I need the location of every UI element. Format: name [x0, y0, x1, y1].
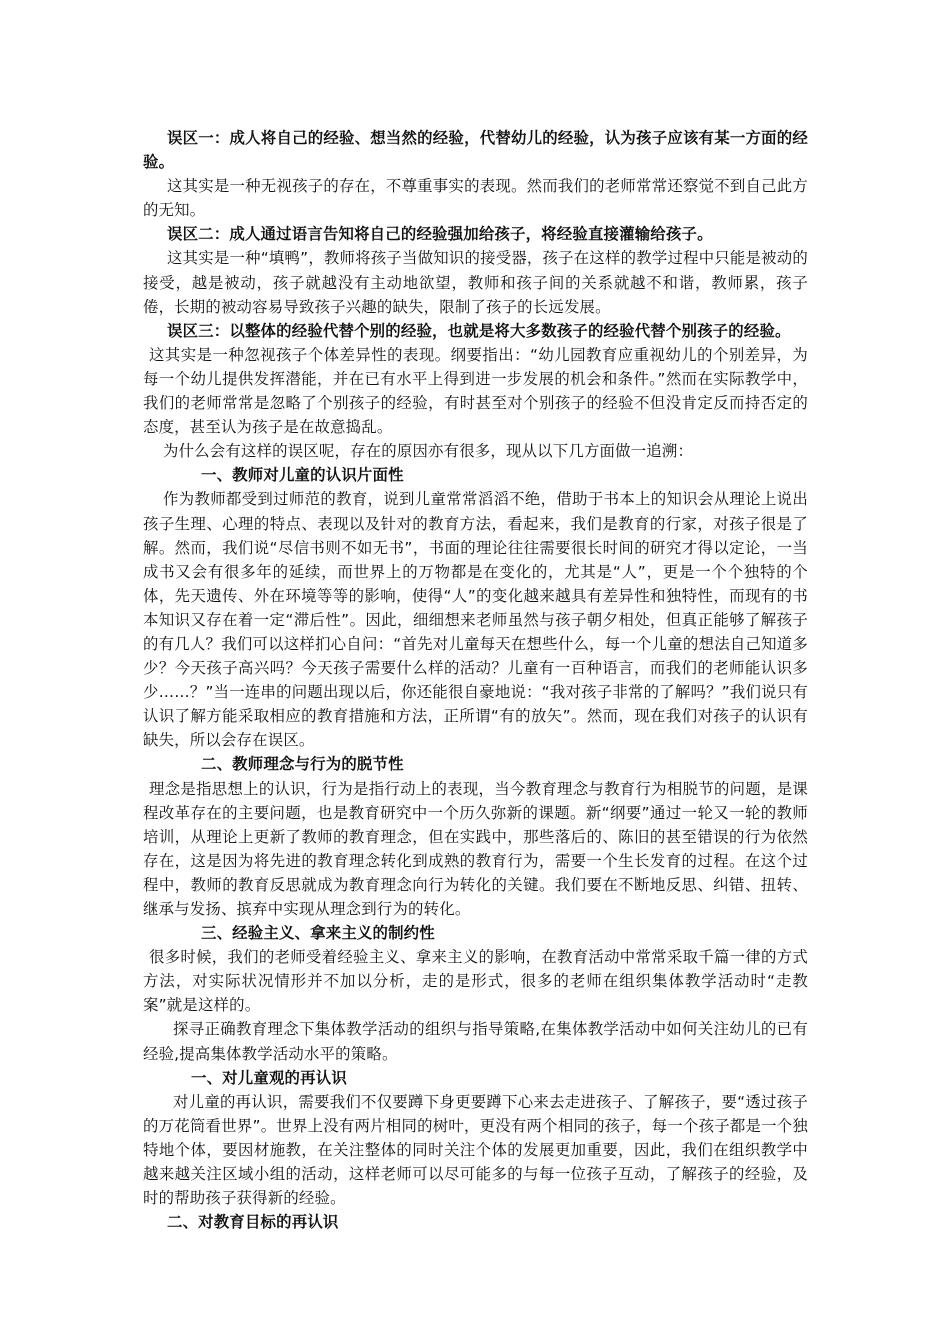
strategy-1-text: 对儿童的再认识，需要我们不仅要蹲下身更要蹲下心来去走进孩子、了解孩子，要“透过孩子的万花筒看世界”。世界上没有两片相同的树叶，更没有两个相同的孩子，每一个孩子都是一个独特地个体，要因材施教，在关注整体的同时关注个体的发展更加重要，因此，我们在组织教学中越来越关注区域小组的活动，这样老师可以尽可能多的与每一位孩子互动，了解孩子的经验，及时的帮助孩子获得新的经验。 — [143, 1092, 808, 1208]
why-intro-text: 为什么会有这样的误区呢，存在的原因亦有很多，现从以下几方面做一追溯： — [163, 442, 694, 461]
misconception-1-heading: 误区一：成人将自己的经验、想当然的经验，代替幼儿的经验，认为孩子应该有某一方面的经验。 — [143, 129, 808, 172]
strategy-2-heading: 二、对教育目标的再认识 — [167, 1213, 339, 1232]
misconception-3-heading: 误区三：以整体的经验代替个别的经验，也就是将大多数孩子的经验代替个别孩子的经验。 — [167, 321, 791, 340]
reason-3-heading: 三、经验主义、拿来主义的制约性 — [201, 924, 435, 943]
misconception-1-text: 这其实是一种无视孩子的存在，不尊重事实的表现。然而我们的老师常常还察觉不到自己此方的无知。 — [143, 177, 808, 220]
reason-2-text: 理念是指思想上的认识，行为是指行动上的表现，当今教育理念与教育行为相脱节的问题，是课程改革存在的主要问题，也是教育研究中一个历久弥新的课题。新“纲要”通过一轮又一轮的教师培训，从理论上更新了教师的教育理念，但在实践中，那些落后的、陈旧的甚至错误的行为依然存在，这是因为将先进的教育理念转化到成熟的教育行为，需要一个生长发育的过程。在这个过程中，教师的教育反思就成为教育理念向行为转化的关键。我们要在不断地反思、纠错、扭转、继承与发扬、摈弃中实现从理念到行为的转化。 — [143, 779, 808, 918]
reason-2-heading: 二、教师理念与行为的脱节性 — [201, 755, 404, 774]
strategy-1-heading: 一、对儿童观的再认识 — [191, 1068, 347, 1087]
strategy-intro-text: 探寻正确教育理念下集体教学活动的组织与指导策略,在集体教学活动中如何关注幼儿的已有经验,提高集体教学活动水平的策略。 — [143, 1020, 808, 1063]
misconception-3-text: 这其实是一种忽视孩子个体差异性的表现。纲要指出：“幼儿园教育应重视幼儿的个别差异，为每一个幼儿提供发挥潜能，并在已有水平上得到进一步发展的机会和条件。”然而在实际教学中，我们的老师常常是忽略了个别孩子的经验，有时甚至对个别孩子的经验不但没肯定反而持否定的态度，甚至认为孩子是在故意捣乱。 — [143, 345, 808, 437]
reason-3-text: 很多时候，我们的老师受着经验主义、拿来主义的影响，在教育活动中常常采取千篇一律的方式方法，对实际状况情形并不加以分析，走的是形式，很多的老师在组织集体教学活动时“走教案”就是这样的。 — [143, 948, 808, 1015]
reason-1-heading: 一、教师对儿童的认识片面性 — [201, 466, 404, 485]
document-page — [143, 126, 808, 1234]
reason-1-text: 作为教师都受到过师范的教育，说到儿童常常滔滔不绝，借助于书本上的知识会从理论上说出孩子生理、心理的特点、表现以及针对的教育方法，看起来，我们是教育的行家，对孩子很是了解。然而，我们说“尽信书则不如无书”，书面的理论往往需要很长时间的研究才得以定论，一当成书又会有很多年的延续，而世界上的万物都是在变化的，尤其是“人”，更是一个个独特的个体，先天遗传、外在环境等等的影响，使得“人”的变化越来越具有差异性和独特性，而现有的书本知识又存在着一定“滞后性”。因此，细细想来老师虽然与孩子朝夕相处，但真正能够了解孩子的有几人？我们可以这样扪心自问：“首先对儿童每天在想些什么，每一个儿童的想法自己知道多少？今天孩子高兴吗？今天孩子需要什么样的活动？儿童有一百种语言，而我们的老师能认识多少……？”当一连串的问题出现以后，你还能很自豪地说：“我对孩子非常的了解吗？”我们说只有认识了解方能采取相应的教育措施和方法，正所谓“有的放矢”。然而，现在我们对孩子的认识有缺失，所以会存在误区。 — [143, 490, 808, 750]
misconception-2-heading: 误区二：成人通过语言告知将自己的经验强加给孩子，将经验直接灌输给孩子。 — [167, 225, 713, 244]
misconception-2-text: 这其实是一种“填鸭”，教师将孩子当做知识的接受器，孩子在这样的教学过程中只能是被动的接受，越是被动，孩子就越没有主动地欲望，教师和孩子间的关系就越不和谐，教师累，孩子倦，长期的被动容易导致孩子兴趣的缺失，限制了孩子的长远发展。 — [143, 249, 808, 316]
